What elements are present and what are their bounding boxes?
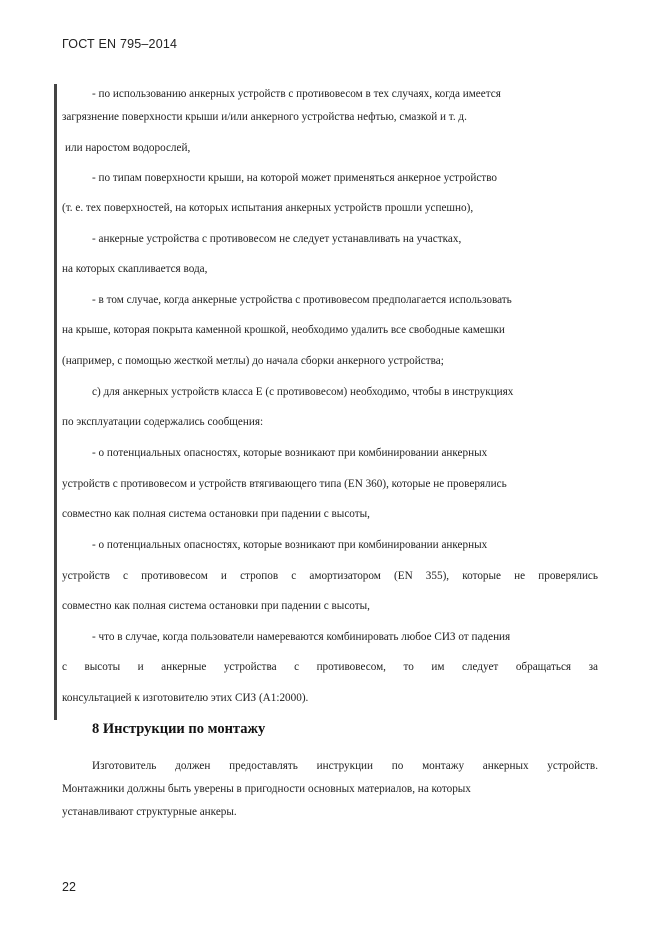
body-line: - по использованию анкерных устройств с противовесом в тех случаях, когда имеется [92, 88, 501, 100]
body-line: устройств с противовесом и стропов с амортизатором (EN 355), которые не проверялись [62, 570, 598, 582]
body-line: на которых скапливается вода, [62, 263, 208, 275]
section-heading: 8 Инструкции по монтажу [92, 721, 266, 737]
change-marker-bar [54, 84, 57, 720]
section-line: Изготовитель должен предоставлять инструкции по монтажу анкерных устройств. [92, 760, 598, 772]
body-line: (т. е. тех поверхностей, на которых испытания анкерных устройств прошли успешно), [62, 202, 474, 214]
body-line: совместно как полная система остановки при падении с высоты, [62, 508, 370, 520]
body-line: - в том случае, когда анкерные устройства с противовесом предполагается использовать [92, 294, 512, 306]
body-line: или наростом водорослей, [65, 142, 191, 154]
page-number: 22 [62, 880, 76, 894]
body-line: - о потенциальных опасностях, которые возникают при комбинировании анкерных [92, 447, 488, 459]
body-line: - по типам поверхности крыши, на которой может применяться анкерное устройство [92, 172, 497, 184]
body-line: - о потенциальных опасностях, которые возникают при комбинировании анкерных [92, 539, 488, 551]
body-line: - анкерные устройства с противовесом не следует устанавливать на участках, [92, 233, 462, 245]
body-line: устройств с противовесом и устройств втягивающего типа (EN 360), которые не проверялись [62, 478, 507, 490]
body-line: загрязнение поверхности крыши и/или анкерного устройства нефтью, смазкой и т. д. [62, 111, 467, 123]
body-line: консультацией к изготовителю этих СИЗ (A1:2000). [62, 692, 309, 704]
section-line: Монтажники должны быть уверены в пригодности основных материалов, на которых [62, 783, 471, 795]
section-line: устанавливают структурные анкеры. [62, 806, 237, 818]
body-line: совместно как полная система остановки при падении с высоты, [62, 600, 370, 612]
body-line: - что в случае, когда пользователи намереваются комбинировать любое СИЗ от падения [92, 631, 511, 643]
body-line: на крыше, которая покрыта каменной крошкой, необходимо удалить все свободные камешки [62, 324, 505, 336]
standard-header: ГОСТ EN 795–2014 [62, 37, 178, 51]
body-line: (например, с помощью жесткой метлы) до начала сборки анкерного устройства; [62, 355, 444, 367]
body-line: c) для анкерных устройств класса E (с противовесом) необходимо, чтобы в инструкциях [92, 386, 514, 398]
body-line: по эксплуатации содержались сообщения: [62, 416, 264, 428]
body-line: с высоты и анкерные устройства с противовесом, то им следует обращаться за [62, 661, 598, 673]
